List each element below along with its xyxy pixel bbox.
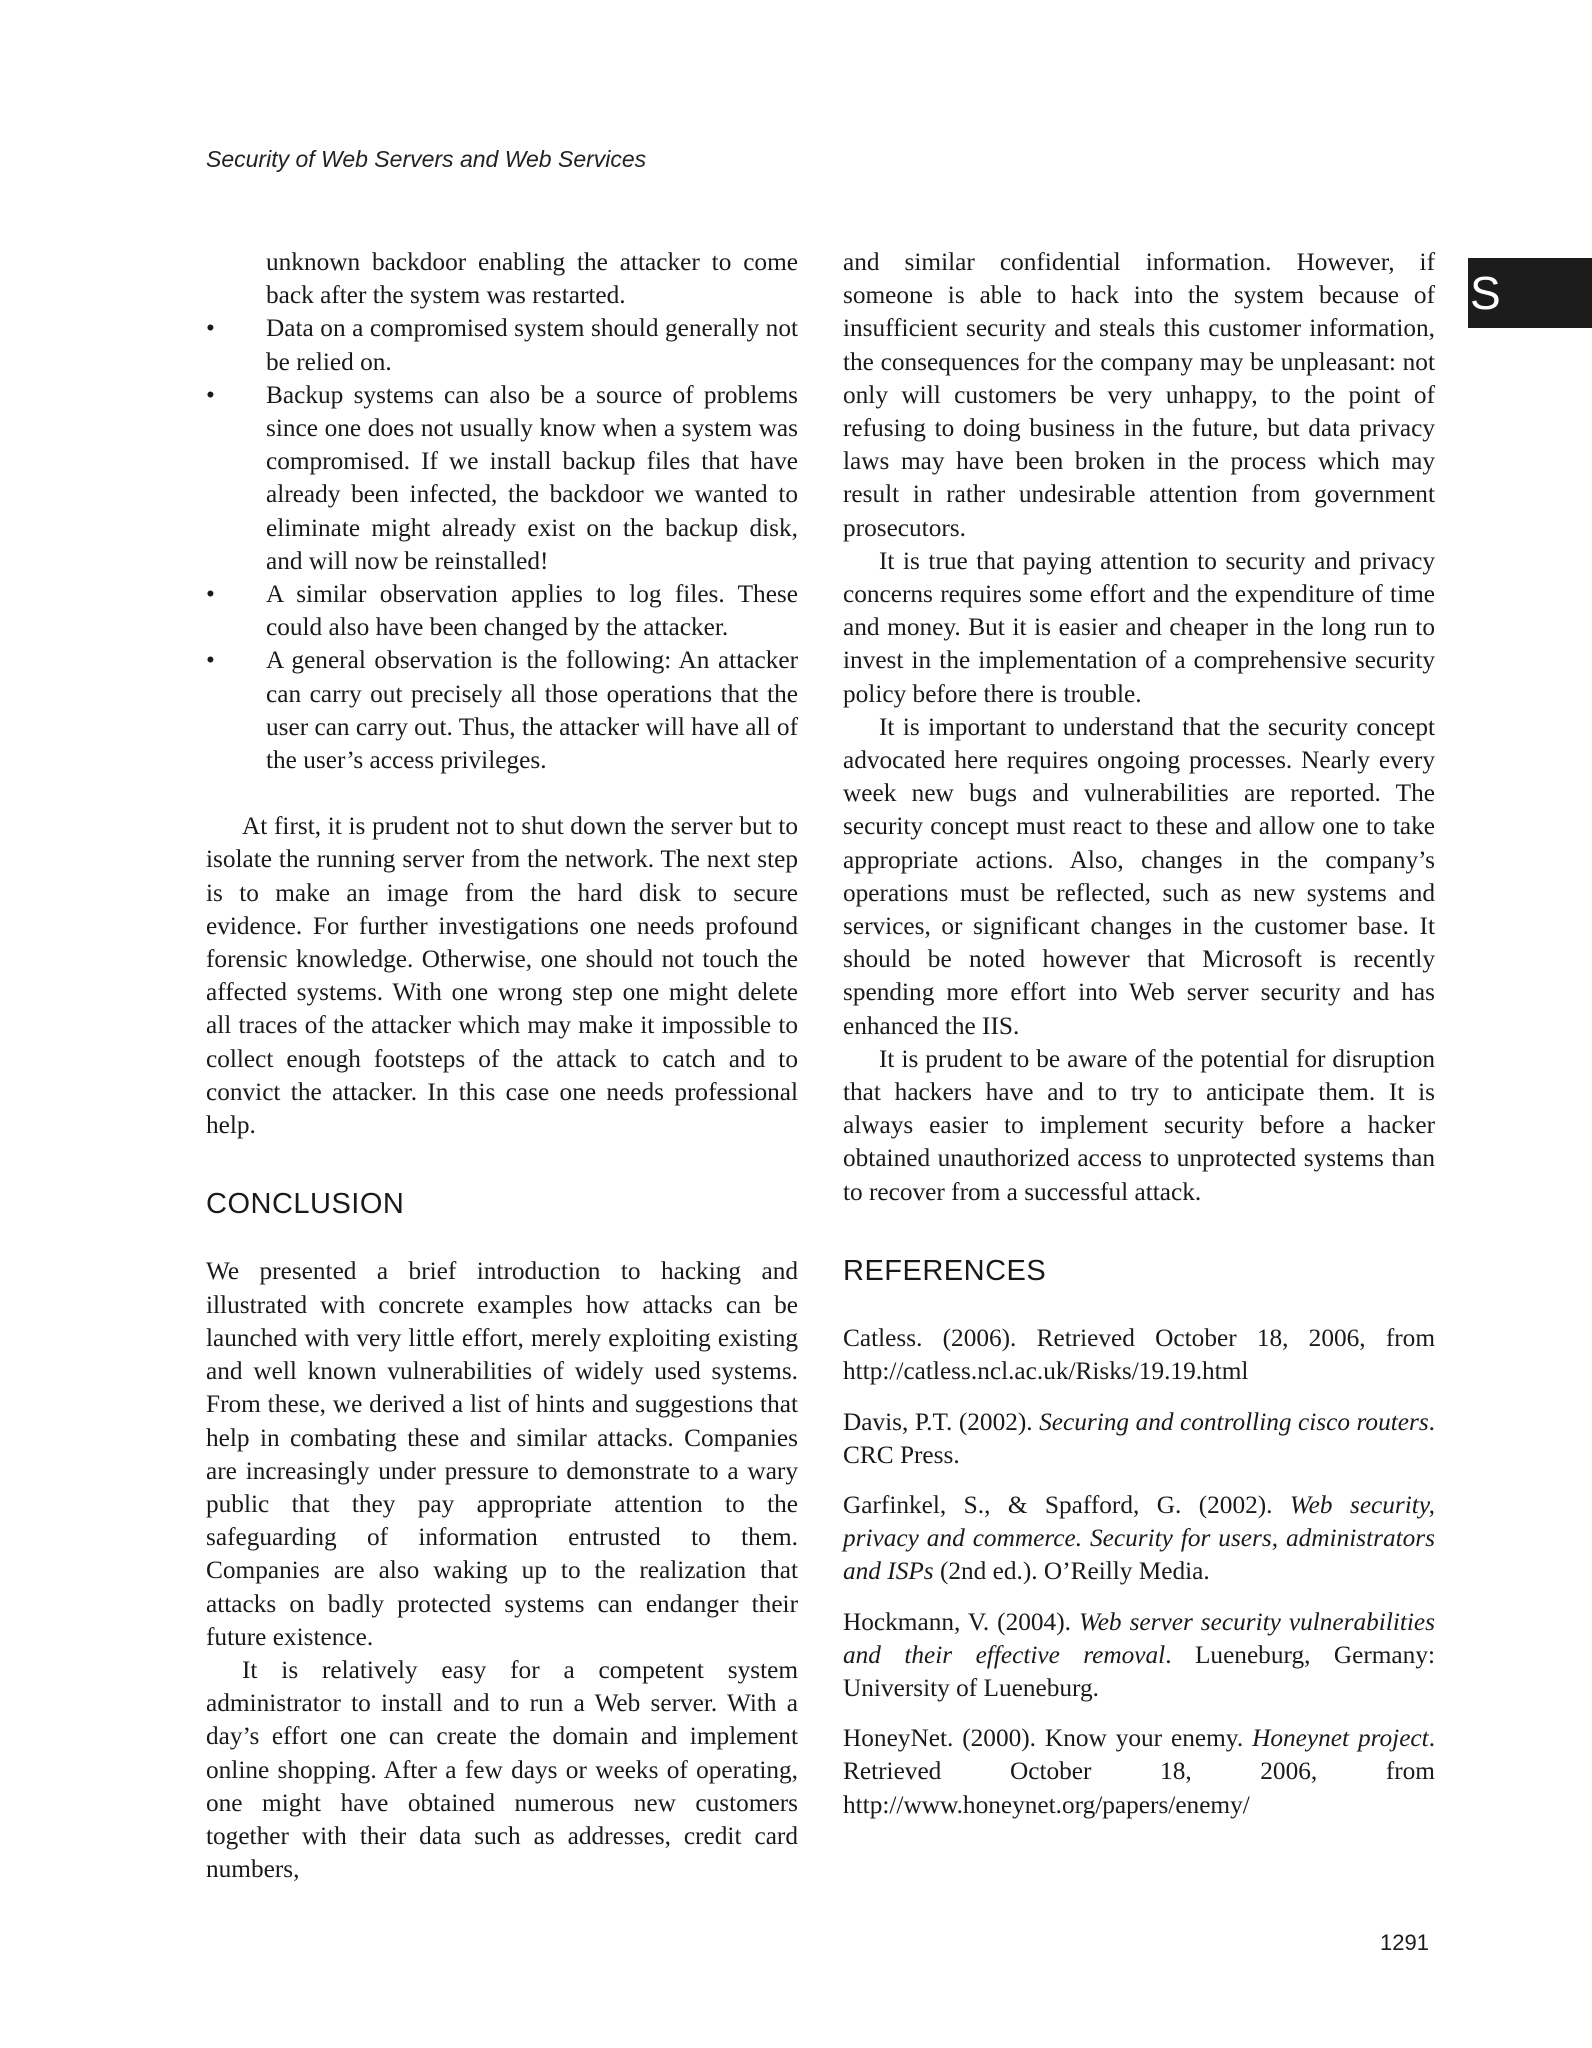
reference-text: . CRC Press. [843,1407,1435,1469]
bullet-marker: • [206,380,215,409]
bullet-marker: • [206,580,215,609]
section-thumb-tab: S [1468,258,1592,328]
body-paragraph: It is prudent to be aware of the potential for disruption that hackers have and to try to anticipate them. It is always easier to implement security before a hacker obtained unauthorized access to unprotected systems than to recover from a successful attack. [843,1044,1435,1206]
bullet-text: Backup systems can also be a source of problems since one does not usually know when a system was compromised. If we install backup files that have already been infected, the backdoor we wanted to eliminate might already exist on the backup disk, and will now be reinstalled! [266,380,798,575]
reference-title: Securing and controlling cisco routers [1039,1407,1429,1436]
bullet-marker: • [206,646,215,675]
bullet-list [206,312,798,777]
conclusion-paragraph: We presented a brief introduction to hacking and illustrated with concrete examples how attacks can be launched with very little effort, merely exploiting existing and well known vulnerabilities of widely used systems. From these, we derived a list of hints and suggestions that help in combating these and similar attacks. Companies are increasingly under pressure to demonstrate to a wary public that they pay appropriate attention to the safeguarding of information entrusted to them. Companies are also waking up to the realization that attacks on badly protected systems can endanger their future existence. [206,1257,798,1651]
bullet-text: A similar observation applies to log files. These could also have been changed by the attacker. [266,580,798,642]
running-title: Security of Web Servers and Web Services [206,146,647,172]
bullet-text: A general observation is the following: An attacker can carry out precisely all those operations that the user can carry out. Thus, the attacker will have all of the user’s access privileges. [266,646,798,775]
reference-entry [843,1606,1435,1706]
reference-text: (2nd ed.). O’Reilly Media. [933,1557,1210,1586]
bullet-item [206,644,798,777]
reference-text: . Retrieved October 18, 2006, from http://www.honeynet.org/papers/enemy/ [843,1724,1436,1819]
bullet-item [206,578,798,644]
reference-entry [843,1722,1435,1822]
page-number: 1291 [1380,1930,1429,1955]
left-column [206,246,798,1886]
bullet-item [206,312,798,378]
body-paragraph: At first, it is prudent not to shut down the server but to isolate the running server from the network. The next step is to make an image from the hard disk to secure evidence. For further investigations one needs profound forensic knowledge. Otherwise, one should not touch the affected systems. With one wrong step one might delete all traces of the attacker which may make it impossible to collect enough footsteps of the attack to catch and to convict the attacker. In this case one needs professional help. [206,812,798,1140]
conclusion-heading: CONCLUSION [206,1188,405,1221]
reference-title: Web security, privacy and commerce. Security for users, administrators and ISPs [843,1490,1435,1586]
reference-text: Hockmann, V. (2004). [843,1607,1079,1636]
reference-title: Honeynet project [1252,1724,1429,1753]
references-heading: REFERENCES [843,1254,1047,1287]
reference-entry [843,1322,1435,1388]
reference-entry [843,1406,1435,1472]
bullet-marker: • [206,314,215,343]
bullet-item [206,379,798,578]
right-column [843,246,1435,1839]
bullet-text: Data on a compromised system should generally not be relied on. [266,314,798,376]
reference-text: HoneyNet. (2000). Know your enemy. [843,1724,1253,1753]
conclusion-paragraph: It is relatively easy for a competent system administrator to install and to run a Web server. With a day’s effort one can create the domain and implement online shopping. After a few days or weeks of operating, one might have obtained numerous new customers together with their data such as addresses, credit card numbers, [206,1655,798,1884]
body-paragraph: and similar confidential information. However, if someone is able to hack into the system because of insufficient security and steals this customer information, the consequences for the company may be unpleasant: not only will customers be very unhappy, to the point of refusing to doing business in the future, but data privacy laws may have been broken in the process which may result in rather undesirable attention from government prosecutors. [843,248,1435,542]
continued-bullet-text: unknown backdoor enabling the attacker to come back after the system was restarted. [266,248,798,310]
reference-text: Davis, P.T. (2002). [843,1407,1040,1436]
body-paragraph: It is true that paying attention to security and privacy concerns requires some effort and the expenditure of time and money. But it is easier and cheaper in the long run to invest in the implementation of a comprehensive security policy before there is trouble. [843,546,1435,708]
reference-entry [843,1489,1435,1589]
reference-text: Garfinkel, S., & Spafford, G. (2002). [843,1490,1290,1519]
reference-text: Catless. (2006). Retrieved October 18, 2006, from http://catless.ncl.ac.uk/Risks/19.19.html [843,1324,1435,1386]
reference-text: . Lueneburg, Germany: University of Lueneburg. [843,1640,1435,1702]
reference-title: Web server security vulnerabilities and their effective removal [843,1607,1435,1669]
body-paragraph: It is important to understand that the security concept advocated here requires ongoing processes. Nearly every week new bugs and vulnerabilities are reported. The security concept must react to these and allow one to take appropriate actions. Also, changes in the company’s operations must be reflected, such as new systems and services, or significant changes in the customer base. It should be noted however that Microsoft is recently spending more effort into Web server security and has enhanced the IIS. [843,712,1435,1040]
